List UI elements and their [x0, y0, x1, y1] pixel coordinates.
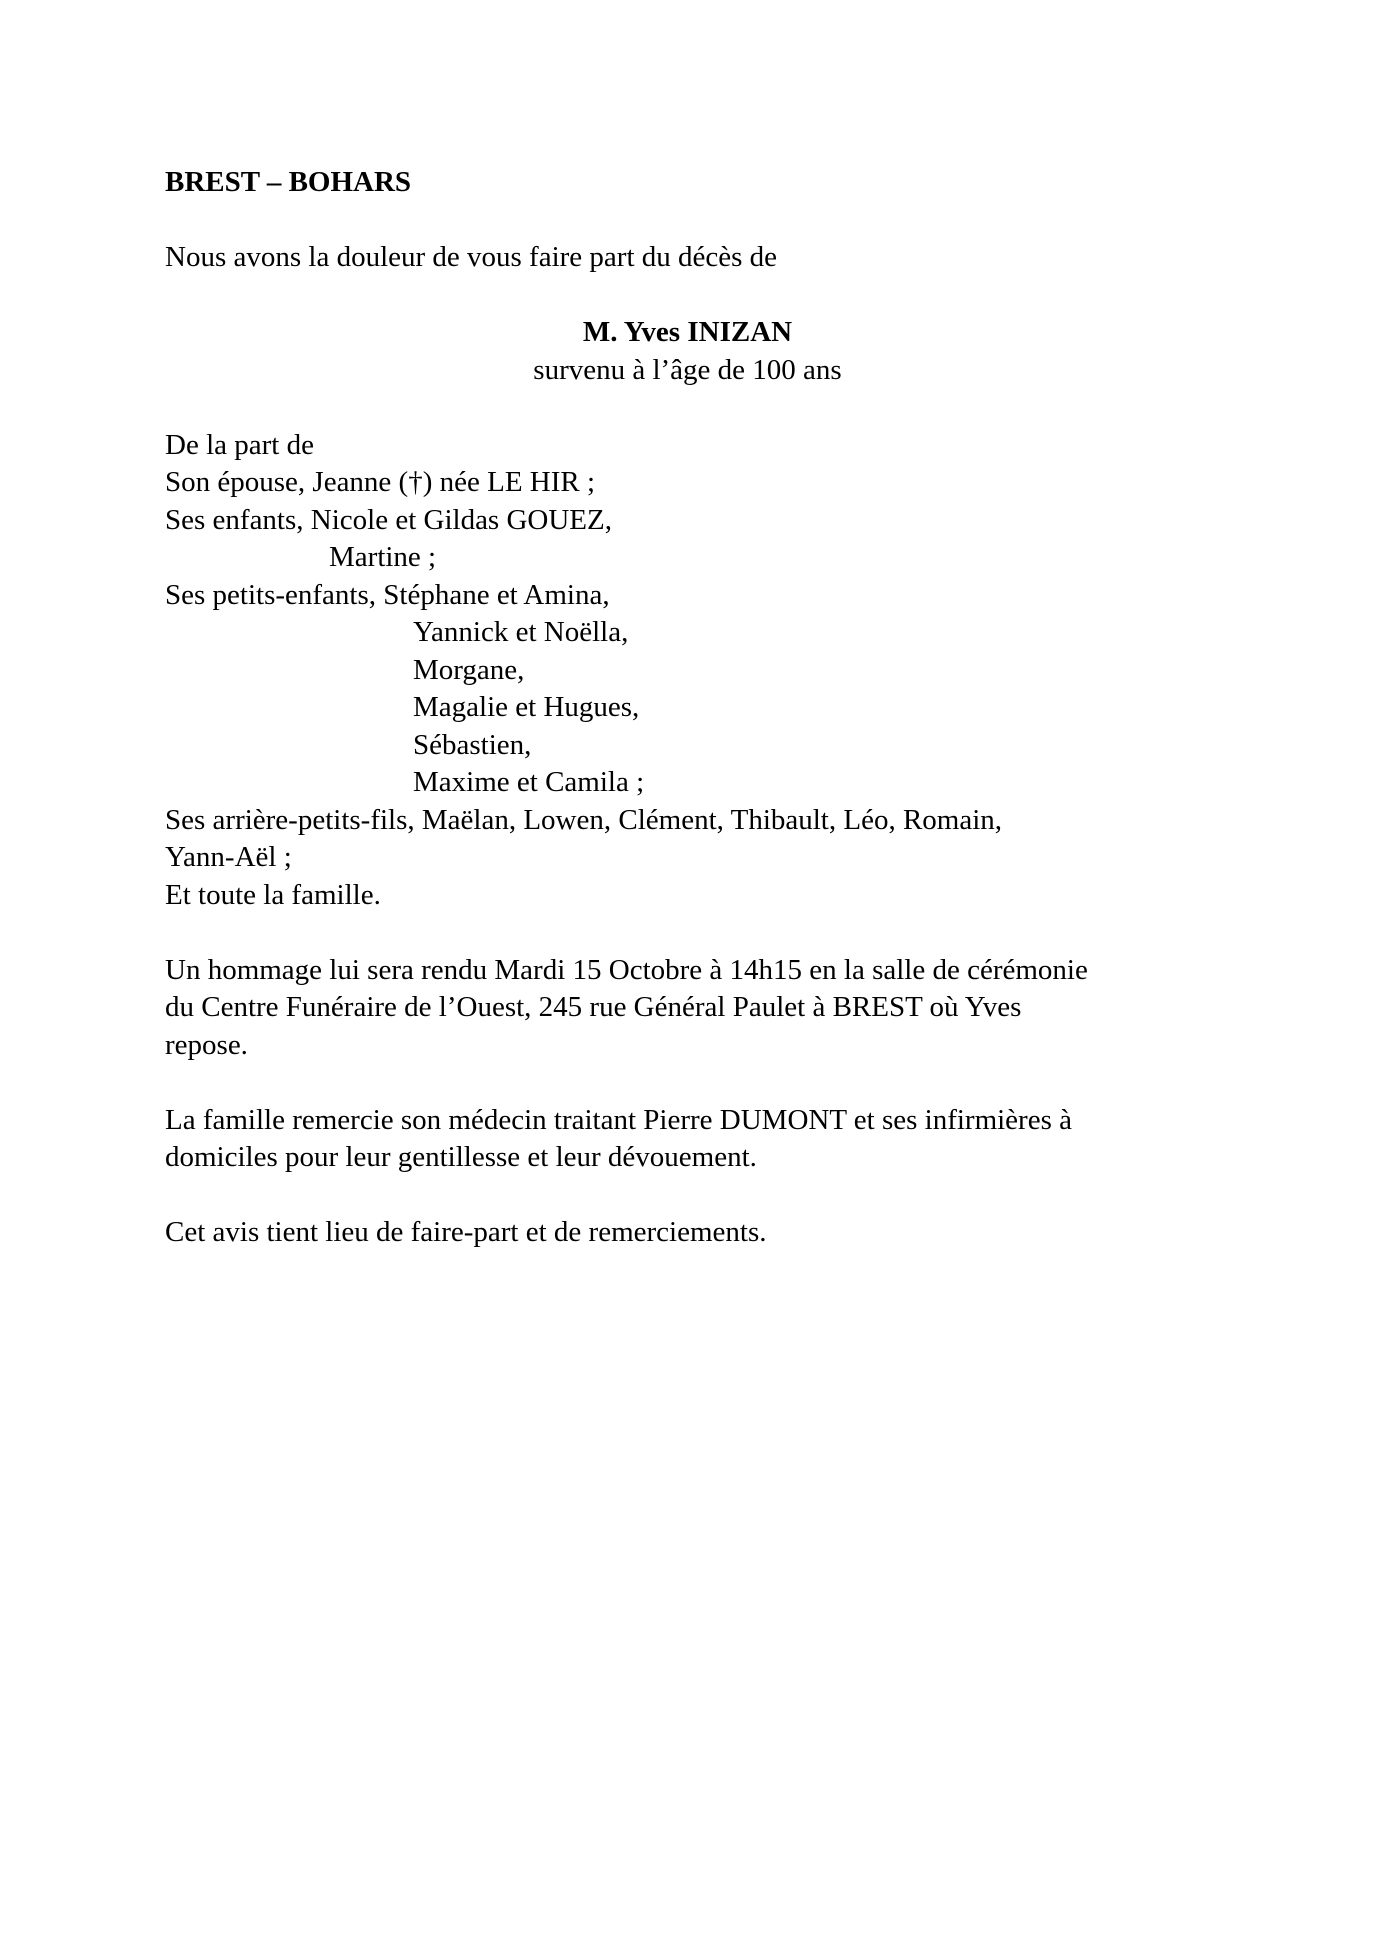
family-grandchildren-cont: Yannick et Noëlla, — [413, 616, 629, 648]
family-children-cont: Martine ; — [329, 541, 437, 573]
family-grandchildren-cont: Magalie et Hugues, — [413, 691, 640, 723]
intro-sentence: Nous avons la douleur de vous faire part du décès de — [165, 241, 778, 273]
spacer — [165, 277, 1225, 315]
obituary-text — [165, 164, 1225, 1252]
family-grandchildren: Ses petits-enfants, Stéphane et Amina, — [165, 578, 610, 611]
family-great-grandchildren-cont: Yann-Aël ; — [165, 841, 292, 873]
spacer — [165, 202, 1225, 240]
family-children: Ses enfants, Nicole et Gildas GOUEZ, — [165, 503, 612, 536]
family-opening: De la part de — [165, 428, 314, 461]
deceased-age: survenu à l’âge de 100 ans — [533, 353, 842, 386]
deceased-name: M. Yves INIZAN — [582, 316, 793, 348]
ceremony-line: Un hommage lui sera rendu Mardi 15 Octobre à 14h15 en la salle de cérémonie — [165, 953, 1088, 986]
thanks-line: domiciles pour leur gentillesse et leur dévouement. — [165, 1141, 757, 1173]
ceremony-line: repose. — [165, 1028, 248, 1061]
family-spouse: Son épouse, Jeanne (†) née LE HIR ; — [165, 466, 596, 498]
family-grandchildren-cont: Sébastien, — [413, 728, 532, 761]
location-heading: BREST – BOHARS — [165, 166, 412, 198]
ceremony-line: du Centre Funéraire de l’Ouest, 245 rue Général Paulet à BREST où Yves — [165, 991, 1022, 1023]
spacer — [165, 1177, 1225, 1215]
spacer — [165, 389, 1225, 427]
family-closing: Et toute la famille. — [165, 878, 381, 911]
family-grandchildren-cont: Maxime et Camila ; — [413, 766, 645, 798]
thanks-line: La famille remercie son médecin traitant Pierre DUMONT et ses infirmières à — [165, 1103, 1072, 1136]
spacer — [165, 914, 1225, 952]
family-grandchildren-cont: Morgane, — [413, 653, 525, 686]
family-great-grandchildren: Ses arrière-petits-fils, Maëlan, Lowen, Clément, Thibault, Léo, Romain, — [165, 803, 1003, 836]
notice-line: Cet avis tient lieu de faire-part et de remerciements. — [165, 1216, 767, 1248]
spacer — [165, 1064, 1225, 1102]
